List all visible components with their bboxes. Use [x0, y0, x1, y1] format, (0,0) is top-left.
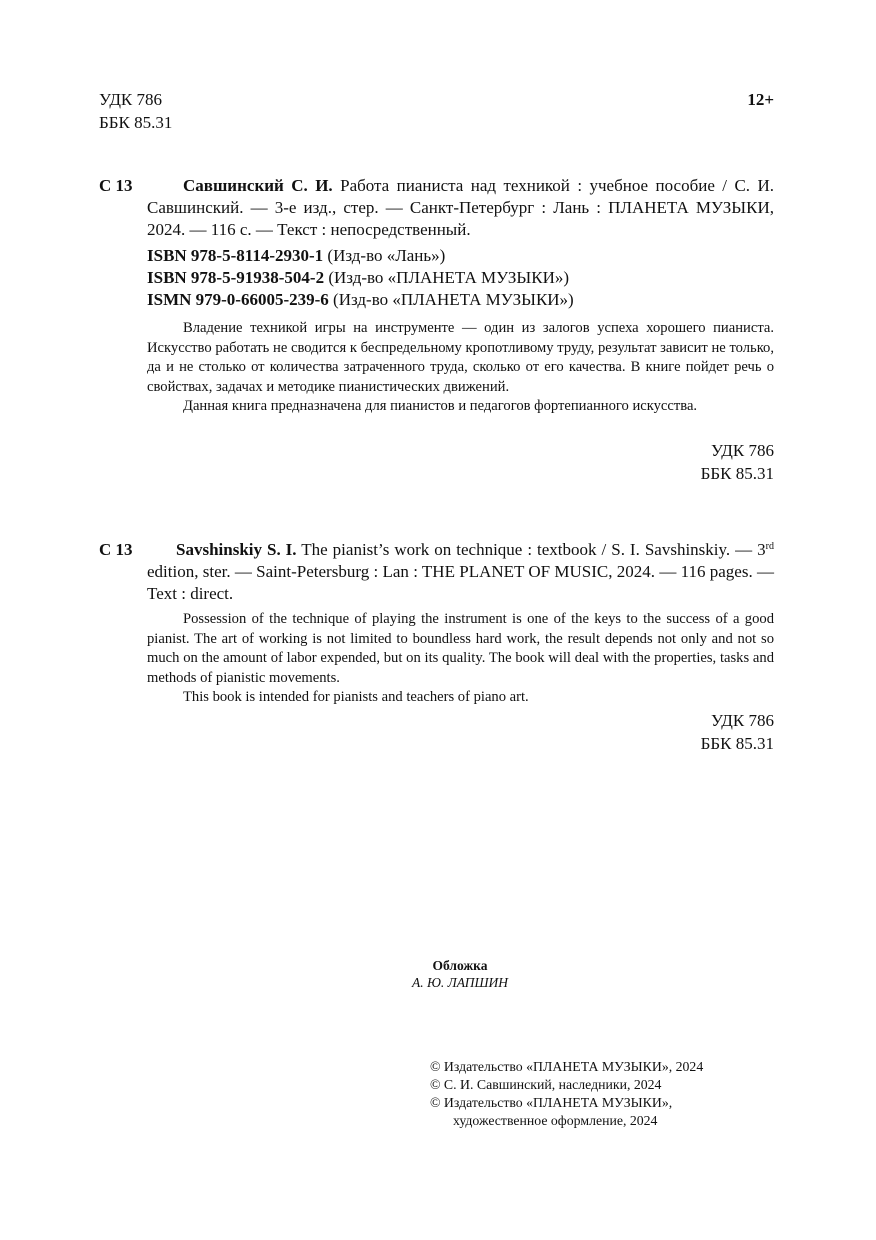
en-abstract-paragraph-1: Possession of the technique of playing the instrument is one of the keys to the success of a good pianist. The art of working is not limited to boundless hard work, the result depends not only and not so much on the amount of labor expended, but on its quality. The book will deal with the properties, tasks and methods of pianistic movements. [147, 611, 774, 686]
header-udk: УДК 786 [99, 90, 163, 109]
copyright-line: © Издательство «ПЛАНЕТА МУЗЫКИ», 2024 [430, 1059, 704, 1074]
ru-abstract [147, 319, 774, 417]
copyright-line: художественное оформление, 2024 [453, 1113, 658, 1128]
isbn-number: ISBN 978-5-8114-2930-1 [147, 246, 324, 265]
en-entry-description [147, 539, 774, 605]
cover-credit-label: Обложка [432, 958, 488, 973]
ru-entry-description [147, 175, 774, 241]
en-udk: УДК 786 [710, 711, 774, 730]
ismn-number: ISMN 979-0-66005-239-6 [147, 290, 329, 309]
copyright-line: © Издательство «ПЛАНЕТА МУЗЫКИ», [430, 1095, 673, 1110]
ru-entry-code: С 13 [99, 176, 133, 195]
isbn-number: ISBN 978-5-91938-504-2 [147, 268, 325, 287]
copyright-block [430, 1058, 703, 1130]
en-abstract [147, 610, 774, 708]
en-entry-code: С 13 [99, 540, 133, 559]
en-abstract-paragraph-2: This book is intended for pianists and teachers of piano art. [183, 689, 529, 705]
ru-entry-author: Савшинский С. И. [183, 176, 333, 195]
isbn-publisher: (Изд-во «ПЛАНЕТА МУЗЫКИ») [333, 290, 574, 309]
ru-abstract-paragraph-1: Владение техникой игры на инструменте — один из залогов успеха хорошего пианиста. Искусство работать не сводится к беспредельному кропотливому труду, результат зависит не только, да и не столько от количества затраченного труда, сколько от его качества. В книге пойдет речь о свойствах, задачах и методике пианистических движений. [147, 320, 774, 395]
en-entry-description-text-1: The pianist’s work on technique : textbook / S. I. Savshinskiy. — 3 [301, 540, 766, 559]
en-edition-superscript: rd [765, 541, 774, 552]
isbn-publisher: (Изд-во «Лань») [327, 246, 446, 265]
header-bbk: ББК 85.31 [99, 113, 173, 132]
isbn-list [147, 245, 574, 311]
isbn-line [147, 245, 574, 267]
copyright-line: © С. И. Савшинский, наследники, 2024 [430, 1077, 662, 1092]
isbn-line [147, 267, 574, 289]
cover-credit-name: А. Ю. ЛАПШИН [411, 975, 509, 990]
isbn-line [147, 289, 574, 311]
en-entry-description-text-2: edition, ster. — Saint-Petersburg : Lan : THE PLANET OF MUSIC, 2024. — 116 pages. — Text : direct. [147, 562, 774, 603]
ru-entry-description-text: Работа пианиста над техникой : учебное пособие / С. И. Савшинский. — 3-е изд., стер. — Санкт-Петербург : Лань : ПЛАНЕТА МУЗЫКИ, 2024. — 116 с. — Текст : непосредственный. [147, 176, 774, 239]
age-rating-badge: 12+ [747, 90, 774, 109]
ru-bbk: ББК 85.31 [700, 464, 774, 483]
isbn-publisher: (Изд-во «ПЛАНЕТА МУЗЫКИ») [328, 268, 570, 287]
ru-udk: УДК 786 [710, 441, 774, 460]
ru-abstract-paragraph-2: Данная книга предназначена для пианистов и педагогов фортепианного искусства. [183, 398, 698, 414]
en-entry-author: Savshinskiy S. I. [176, 540, 297, 559]
en-bbk: ББК 85.31 [700, 734, 774, 753]
